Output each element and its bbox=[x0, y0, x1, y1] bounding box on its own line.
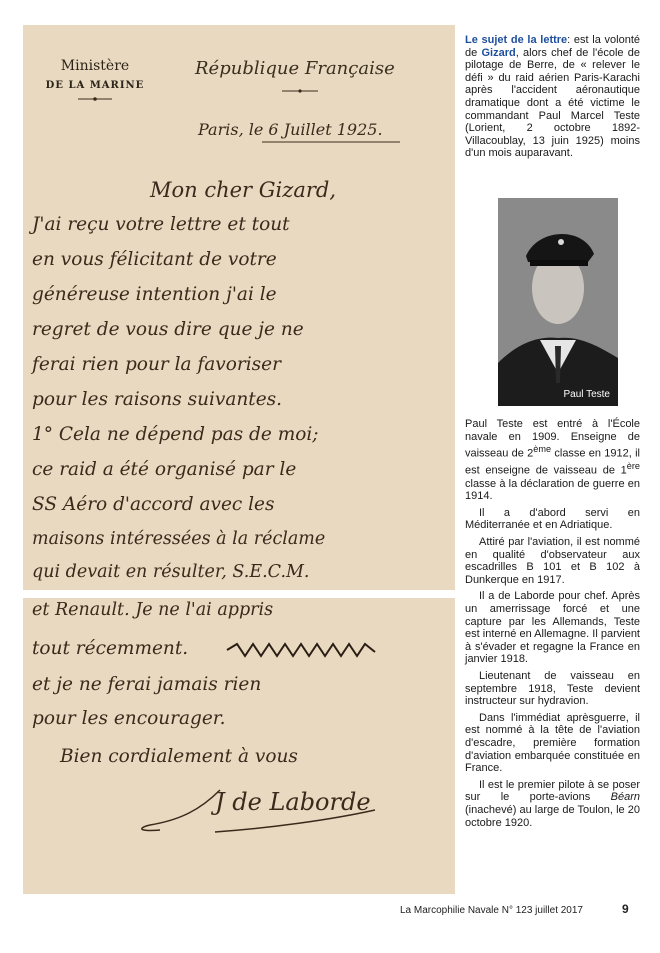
ship-name: Béarn bbox=[610, 791, 640, 804]
bio-paragraph: Il a de Laborde pour chef. Après un amerrissage forcé et une capture par les Allemands, Teste est interné en Allemagne. Il parvient à s'évader et regagne la France en janvier 1918. bbox=[465, 590, 640, 666]
photo-caption: Paul Teste bbox=[563, 389, 610, 400]
letter-line: regret de vous dire que je ne bbox=[32, 319, 304, 340]
article-subject-label: Le sujet de la lettre bbox=[465, 34, 568, 46]
letter-line: 1° Cela ne dépend pas de moi; bbox=[32, 424, 319, 445]
paul-teste-photo bbox=[498, 198, 618, 406]
letter-greeting: Mon cher Gizard, bbox=[150, 178, 337, 202]
article-biography bbox=[465, 418, 640, 833]
bio-paragraph: Lieutenant de vaisseau en septembre 1918, Teste devient instructeur sur hydravion. bbox=[465, 670, 640, 708]
bio-paragraph: Paul Teste est entré à l'École navale en 1909. Enseigne de vaisseau de 2ème classe en 1912, il est enseigne de vaisseau de 1ère classe à la déclaration de guerre en 1914. bbox=[465, 418, 640, 503]
portrait-illustration bbox=[498, 198, 618, 406]
ministere-letterhead: Ministère DE LA MARINE bbox=[40, 58, 150, 103]
letter-line: qui devait en résulter, S.E.C.M. bbox=[32, 562, 310, 582]
letter-closing: Bien cordialement à vous bbox=[60, 746, 298, 767]
bio-paragraph: Attiré par l'aviation, il est nommé en qualité d'observateur aux escadrilles B 101 et B 102 à Dunkerque en 1917. bbox=[465, 536, 640, 586]
date-underline bbox=[262, 140, 402, 144]
bio-paragraph: Il a d'abord servi en Méditerranée et en Adriatique. bbox=[465, 506, 640, 532]
letter-line: maisons intéressées à la réclame bbox=[32, 529, 326, 549]
republique-letterhead: République Française bbox=[195, 58, 395, 79]
bio-paragraph: Il est le premier pilote à se poser sur le porte-avions Béarn (inachevé) au large de Toulon, le 20 octobre 1920. bbox=[465, 778, 640, 829]
publication-footer: La Marcophilie Navale N° 123 juillet 2017 bbox=[400, 905, 583, 916]
bio-paragraph: Dans l'immédiat aprèsguerre, il est nommé à la tête de l'aviation d'escadre, première formation d'aviation embarquée constituée en France. bbox=[465, 711, 640, 775]
republique-ornament bbox=[280, 88, 320, 94]
letter-line: ce raid a été organisé par le bbox=[32, 459, 297, 480]
letter-line: pour les raisons suivantes. bbox=[32, 389, 283, 410]
signature-flourish bbox=[120, 780, 380, 840]
letter-line: J'ai reçu votre lettre et tout bbox=[32, 214, 290, 235]
article-intro-paragraph: Le sujet de la lettre: est la volonté de Gizard, alors chef de l'école de pilotage de Berre, de « relever le défi » du raid aérien Paris-Karachi après l'accident aéronautique dramatique dont a été victime le commandant Paul Marcel Teste (Lorient, 2 octobre 1892-Villacoublay, 13 juin 1925) moins d'un mois auparavant. bbox=[465, 34, 640, 160]
letter-date: Paris, le 6 Juillet 1925. bbox=[198, 120, 383, 139]
page-number: 9 bbox=[622, 902, 629, 916]
letter-signature: J de Laborde bbox=[215, 788, 371, 816]
letter-line: et je ne ferai jamais rien bbox=[32, 674, 262, 695]
letterhead-ornament bbox=[40, 95, 150, 103]
paul-teste-name: Paul Teste bbox=[465, 418, 523, 430]
letter-line: SS Aéro d'accord avec les bbox=[32, 494, 275, 515]
letter-line: tout récemment. bbox=[32, 638, 189, 659]
article-intro bbox=[465, 34, 640, 168]
letter-line: pour les encourager. bbox=[32, 708, 226, 729]
letter-line: ferai rien pour la favoriser bbox=[32, 354, 281, 375]
letter-line: et Renault. Je ne l'ai appris bbox=[32, 600, 274, 620]
letter-line: en vous félicitant de votre bbox=[32, 249, 277, 270]
crossed-out-word bbox=[225, 640, 385, 660]
letter-line: généreuse intention j'ai le bbox=[32, 284, 277, 305]
gizard-name: Gizard bbox=[481, 46, 516, 59]
